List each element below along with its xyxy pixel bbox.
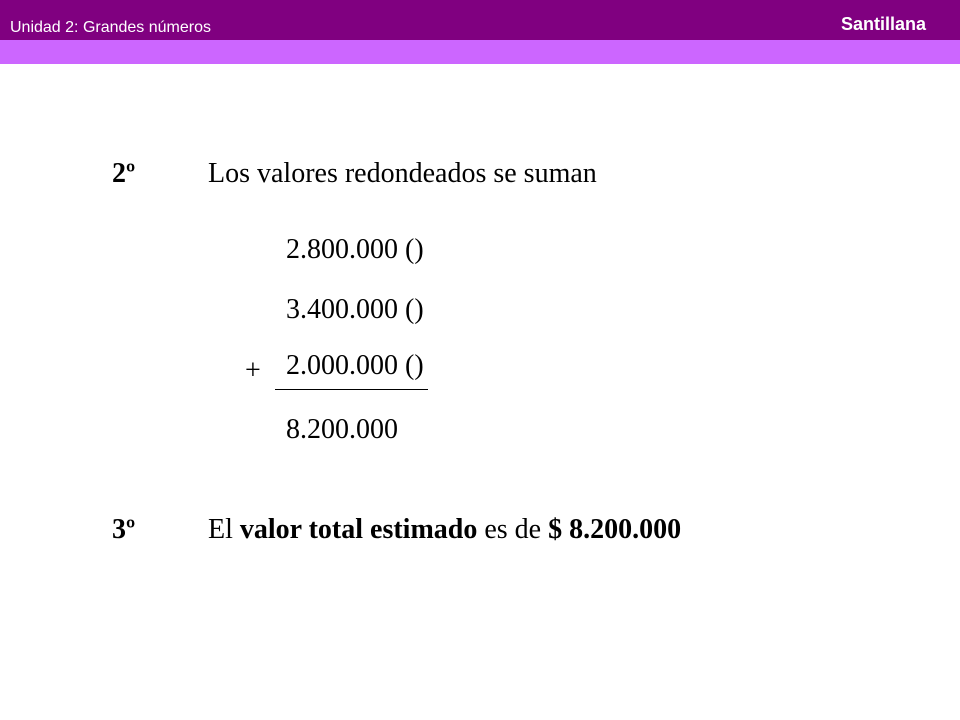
addend-2: 3.400.000 () [286, 294, 424, 325]
step-2-text: Los valores redondeados se suman [208, 158, 597, 189]
addend-1: 2.800.000 () [286, 234, 424, 265]
addend-3: 2.000.000 () [286, 350, 424, 381]
header-band-light [0, 40, 960, 64]
step-3-emphasis-1: valor total estimado [239, 514, 478, 545]
step-3-total-value: $ 8.200.000 [548, 514, 682, 545]
publisher-name: Santillana [840, 14, 926, 34]
step-3-text [208, 514, 681, 546]
sum-line [275, 389, 428, 390]
step-3-text-part-1: El [208, 514, 240, 545]
step-3-number: 3º [112, 514, 136, 545]
step-3-text-part-2: es de [477, 514, 549, 545]
unit-title: Unidad 2: Grandes números [10, 19, 211, 36]
plus-sign: + [245, 355, 261, 386]
sum-result: 8.200.000 [286, 414, 398, 445]
step-2-number: 2º [112, 158, 136, 189]
